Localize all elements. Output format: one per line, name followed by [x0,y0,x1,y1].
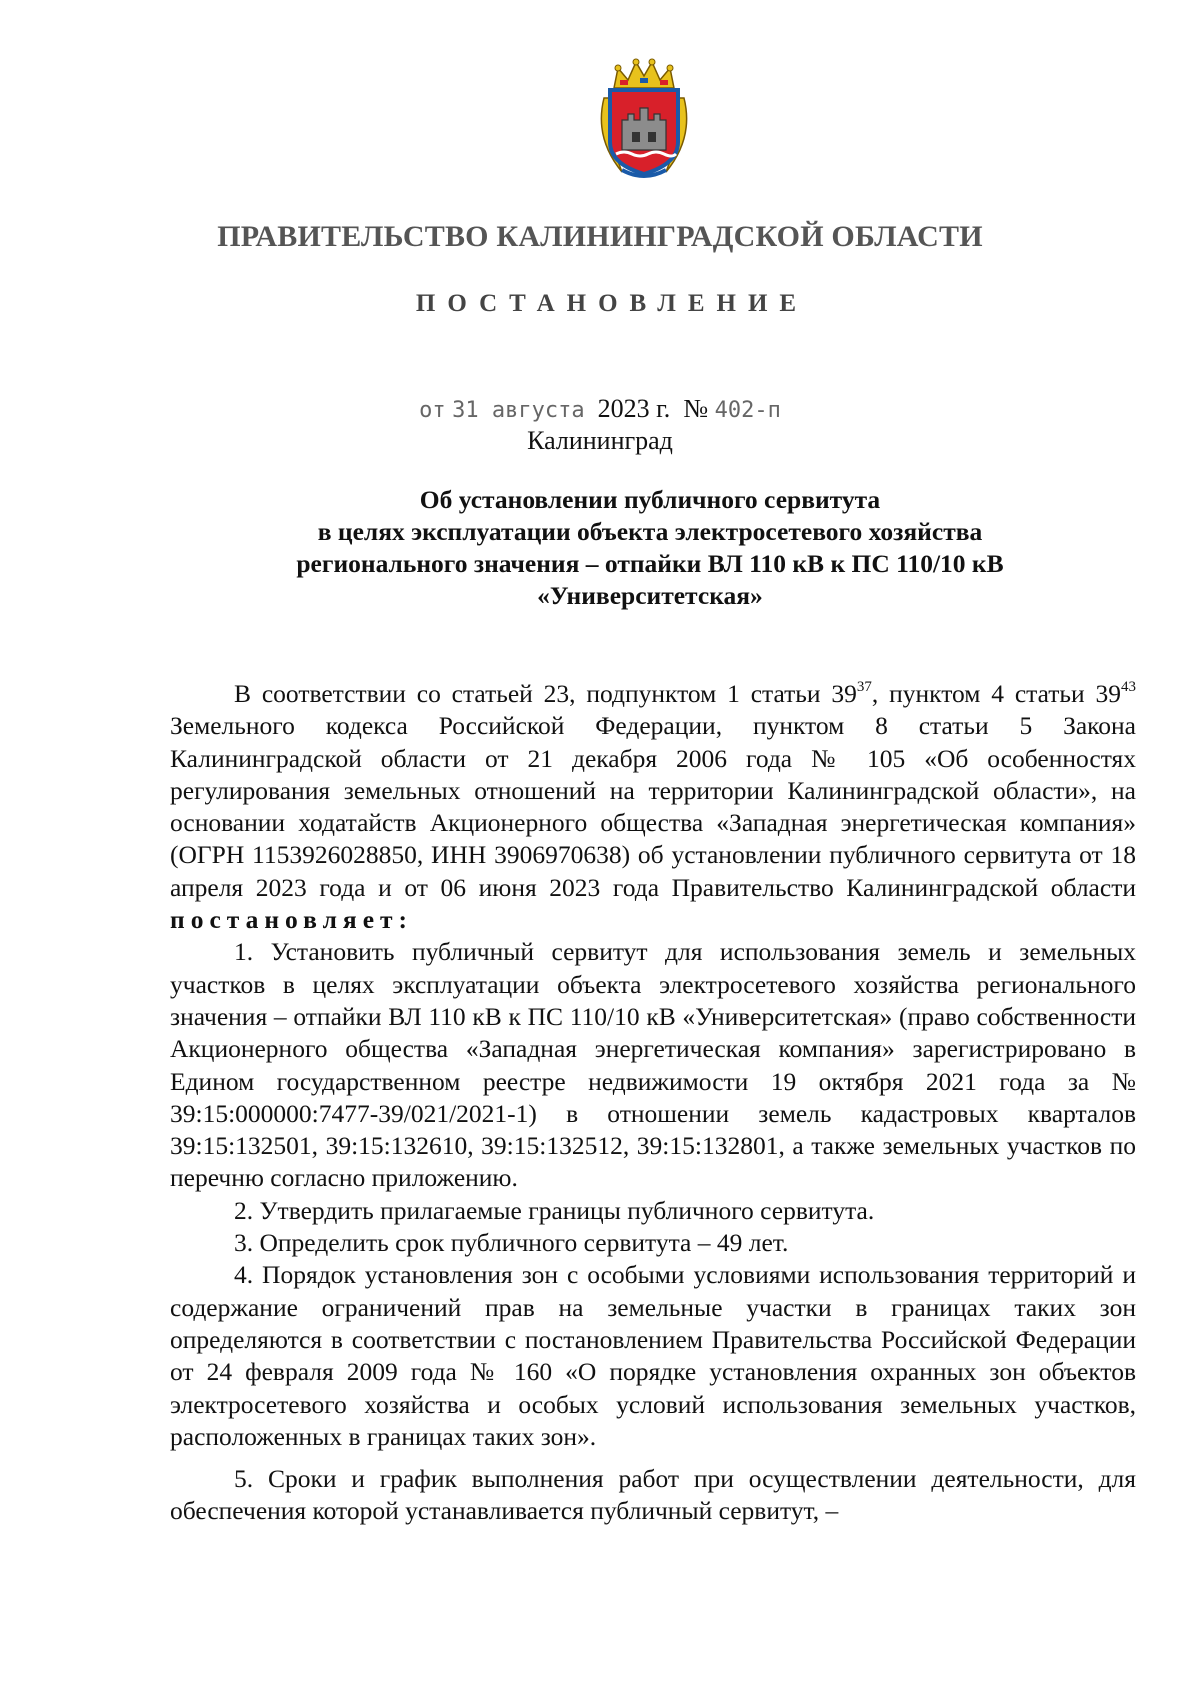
superscript: 37 [856,679,872,695]
date-prefix: от [419,398,446,423]
preamble-text: В соответствии со статьей 23, подпунктом 1 статьи 39 [234,679,857,708]
item-4: 4. Порядок установления зон с особыми условиями использования территорий и содержание ограничений прав на земельные участки в границах таких зон определяются в соответствии с постановлением Правительства Российской Федерации от 24 февраля 2009 года № 160 «О порядке установления охранных зон объектов электросетевого хозяйства и особых условий использования земельных участков, расположенных в границах таких зон». [170,1260,1136,1451]
document-subject [170,484,1130,612]
date-year: 2023 г. [597,394,671,423]
paragraph-spacer [170,1453,1136,1463]
subject-line: в целях эксплуатации объекта электросетевого хозяйства [317,517,983,546]
document-body [170,678,1136,1528]
preamble-text: Земельного кодекса Российской Федерации, пунктом 8 статьи 5 Закона Калининградской области от 21 декабря 2006 года № 105 «Об особенностях регулирования земельных отношений на территории Калининградской области», на основании ходатайств Акционерного общества «Западная энергетическая компания» (ОГРН 1153926028850, ИНН 3906970638) об установлении публичного сервитута от 18 апреля 2023 года и от 06 июня 2023 года Правительство Калининградской области [170,711,1136,902]
item-2: 2. Утвердить прилагаемые границы публичного сервитута. [234,1195,875,1225]
resolves-word: постановляет: [170,905,414,935]
document-type: ПОСТАНОВЛЕНИЕ [415,290,809,317]
city-name: Калининград [527,426,673,455]
preamble-text: , пунктом 4 статьи 39 [871,679,1122,708]
superscript: 43 [1121,679,1137,695]
item-3: 3. Определить срок публичного сервитута – 49 лет. [234,1228,789,1258]
date-line [0,394,1200,424]
date-stamp: 31 августа [452,398,585,423]
subject-line: «Университетская» [537,581,763,610]
document-number: 402-п [714,398,781,423]
government-title: ПРАВИТЕЛЬСТВО КАЛИНИНГРАДСКОЙ ОБЛАСТИ [217,220,983,253]
subject-line: Об установлении публичного сервитута [419,485,881,514]
preamble-paragraph [170,678,1136,936]
item-1: 1. Установить публичный сервитут для использования земель и земельных участков в целях эксплуатации объекта электросетевого хозяйства регионального значения – отпайки ВЛ 110 кВ к ПС 110/10 кВ «Университетская» (право собственности Акционерного общества «Западная энергетическая компания» зарегистрировано в Едином государственном реестре недвижимости 19 октября 2021 года за № 39:15:000000:7477-39/021/2021-1) в отношении земель кадастровых кварталов 39:15:132501, 39:15:132610, 39:15:132512, 39:15:132801, а также земельных участков по перечню согласно приложению. [170,937,1136,1193]
number-sign: № [683,394,709,423]
subject-line: регионального значения – отпайки ВЛ 110 кВ к ПС 110/10 кВ [296,549,1004,578]
item-5: 5. Сроки и график выполнения работ при осуществлении деятельности, для обеспечения которой устанавливается публичный сервитут, – [170,1464,1136,1526]
kaliningrad-coat-of-arms-icon [592,58,696,182]
